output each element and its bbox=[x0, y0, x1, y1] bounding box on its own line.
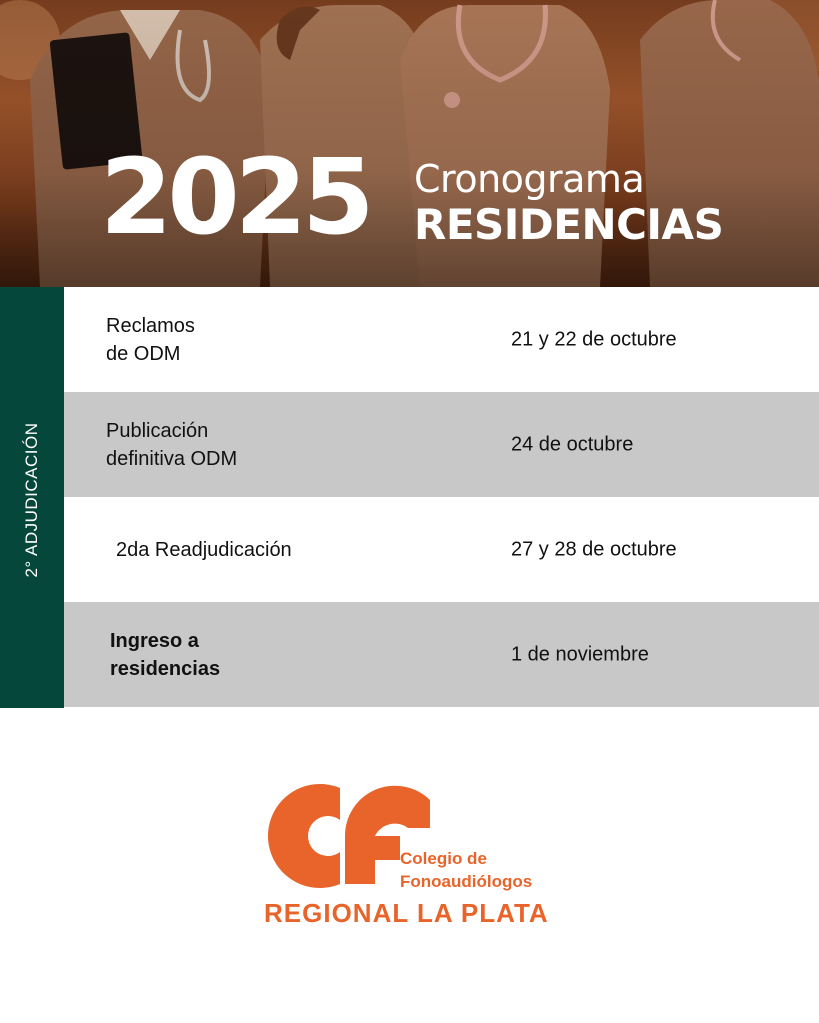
schedule-table bbox=[64, 287, 819, 707]
logo-text-fonoaudiologos: Fonoaudiólogos bbox=[400, 872, 533, 891]
schedule-date: 27 y 28 de octubre bbox=[511, 538, 677, 560]
hero-year: 2025 bbox=[100, 136, 370, 258]
hero-title-cronograma: Cronograma bbox=[414, 157, 645, 201]
hero-title-residencias: RESIDENCIAS bbox=[414, 200, 724, 249]
schedule-event: 2da Readjudicación bbox=[116, 538, 292, 561]
hero-banner bbox=[0, 0, 819, 287]
schedule-date: 24 de octubre bbox=[511, 433, 634, 455]
logo-text-regional: REGIONAL LA PLATA bbox=[264, 898, 549, 928]
schedule-date: 21 y 22 de octubre bbox=[511, 328, 677, 350]
side-label: 2° ADJUDICACIÓN bbox=[22, 422, 41, 578]
schedule-event: Publicación definitiva ODM bbox=[106, 419, 238, 470]
schedule-event: Reclamos de ODM bbox=[106, 314, 195, 365]
schedule-event: Ingreso a residencias bbox=[110, 629, 221, 680]
schedule-row bbox=[64, 602, 819, 707]
schedule-row bbox=[64, 392, 819, 497]
schedule-date: 1 de noviembre bbox=[511, 643, 649, 665]
schedule-row bbox=[64, 287, 819, 392]
logo bbox=[250, 780, 580, 940]
schedule-row bbox=[64, 497, 819, 602]
logo-text-colegio: Colegio de bbox=[400, 849, 487, 868]
